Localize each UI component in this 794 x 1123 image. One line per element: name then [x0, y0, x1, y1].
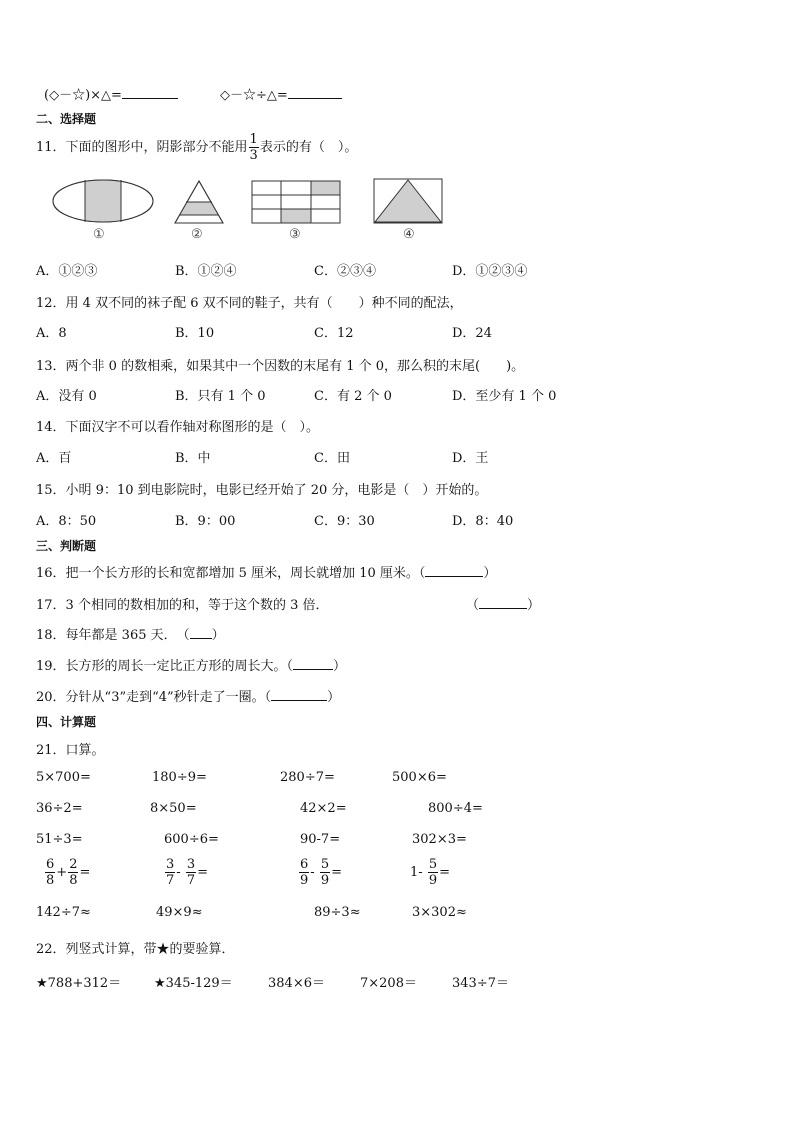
- q11-option-b[interactable]: B．①②④: [175, 264, 237, 279]
- q13-option-d[interactable]: D．至少有 1 个 0: [452, 389, 557, 404]
- answer-blank[interactable]: [293, 657, 333, 670]
- q20-text: 20．分针从“3”走到“4”秒针走了一圈。（: [36, 690, 272, 705]
- figure-label-2: ②: [191, 227, 203, 242]
- q13-option-a[interactable]: A．没有 0: [36, 389, 97, 404]
- fraction: $\frac{6}{9}$: [300, 857, 309, 888]
- question-22: 22．列竖式计算，带★的要验算．: [36, 942, 235, 957]
- q14-option-d[interactable]: D．王: [452, 451, 489, 466]
- expr-text: ◇－☆÷△=: [220, 88, 288, 103]
- q14-option-c[interactable]: C．田: [314, 451, 350, 466]
- question-14: 14．下面汉字不可以看作轴对称图形的是（ ）。: [36, 420, 320, 435]
- fraction: $\frac{3}{7}$: [186, 857, 196, 888]
- q15-option-b[interactable]: B．9：00: [175, 514, 236, 529]
- calc-fraction-item: $\frac{6}{8}$ + $\frac{2}{8}$ =: [46, 857, 91, 888]
- calc-item: 89÷3≈: [314, 905, 361, 920]
- fraction: $\frac{3}{7}$: [166, 857, 175, 888]
- answer-blank[interactable]: [479, 596, 527, 609]
- calc-item: 280÷7=: [280, 770, 335, 785]
- q14-option-b[interactable]: B．中: [175, 451, 211, 466]
- calc-item: 142÷7≈: [36, 905, 91, 920]
- top-expression-2: [220, 84, 342, 103]
- q13-option-b[interactable]: B．只有 1 个 0: [175, 389, 266, 404]
- q12-option-a[interactable]: A．8: [36, 326, 67, 341]
- vertical-calc-item: 7×208＝: [360, 976, 417, 991]
- calc-item: 3×302≈: [412, 905, 467, 920]
- q11-suffix: 表示的有（ ）。: [259, 140, 358, 155]
- answer-blank[interactable]: [271, 688, 327, 701]
- section-title-calc: 四、计算题: [36, 715, 97, 729]
- section-title-judge: 三、判断题: [36, 539, 97, 553]
- q19-text: 19．长方形的周长一定比正方形的周长大。（: [36, 659, 294, 674]
- calc-item: 600÷6=: [164, 832, 219, 847]
- calc-item: 180÷9=: [152, 770, 207, 785]
- calc-fraction-item: 1- $\frac{5}{9}$ =: [410, 857, 450, 888]
- question-18: [36, 624, 225, 643]
- q18-text: 18．每年都是 365 天． （: [36, 628, 190, 643]
- q18-close: ）: [211, 628, 225, 643]
- frac-num: 1: [249, 132, 258, 147]
- fraction: $\frac{2}{8}$: [69, 857, 78, 888]
- figure-label-4: ④: [403, 227, 415, 242]
- vertical-calc-item: ★788+312＝: [36, 976, 122, 991]
- q15-option-a[interactable]: A．8：50: [36, 514, 97, 529]
- vertical-calc-item: ★345-129＝: [154, 976, 233, 991]
- question-17: [36, 594, 328, 613]
- calc-item: 42×2=: [300, 801, 347, 816]
- question-12: 12．用 4 双不同的袜子配 6 双不同的鞋子，共有（ ）种不同的配法，: [36, 296, 463, 311]
- top-expression-1: [44, 84, 178, 103]
- q12-option-d[interactable]: D．24: [452, 326, 492, 341]
- question-11: [36, 132, 357, 163]
- q17-open: （: [466, 598, 480, 613]
- calc-item: 800÷4=: [428, 801, 483, 816]
- calc-item: 51÷3=: [36, 832, 83, 847]
- question-19: [36, 655, 346, 674]
- figure-label-1: ①: [93, 227, 105, 242]
- calc-fraction-item: $\frac{3}{7}$ - $\frac{3}{7}$ =: [166, 857, 209, 888]
- q15-option-c[interactable]: C．9：30: [314, 514, 375, 529]
- vertical-calc-item: 343÷7＝: [452, 976, 509, 991]
- fraction-one-third: [249, 132, 259, 163]
- answer-blank[interactable]: [425, 564, 483, 577]
- calc-item: 500×6=: [392, 770, 447, 785]
- fraction: $\frac{6}{8}$: [46, 857, 55, 888]
- figure-1-ellipse: [52, 178, 154, 224]
- calc-item: 90-7=: [300, 832, 341, 847]
- calc-item: 8×50=: [150, 801, 197, 816]
- answer-blank[interactable]: [122, 86, 178, 99]
- figure-label-3: ③: [289, 227, 301, 242]
- q20-close: ）: [327, 690, 341, 705]
- q16-close: ）: [483, 566, 497, 581]
- q19-close: ）: [333, 659, 347, 674]
- q15-option-d[interactable]: D．8：40: [452, 514, 514, 529]
- q12-option-b[interactable]: B．10: [175, 326, 215, 341]
- expr-text: (◇－☆)×△=: [44, 88, 122, 103]
- question-20: [36, 686, 340, 705]
- answer-blank[interactable]: [288, 86, 342, 99]
- q16-text: 16．把一个长方形的长和宽都增加 5 厘米，周长就增加 10 厘米。（: [36, 566, 426, 581]
- figure-2-triangle: [174, 180, 224, 224]
- calc-fraction-item: $\frac{6}{9}$ - $\frac{5}{9}$ =: [300, 857, 343, 888]
- calc-item: 36÷2=: [36, 801, 83, 816]
- vertical-calc-item: 384×6＝: [268, 976, 325, 991]
- q12-option-c[interactable]: C．12: [314, 326, 354, 341]
- q14-option-a[interactable]: A．百: [36, 451, 72, 466]
- q13-option-c[interactable]: C．有 2 个 0: [314, 389, 392, 404]
- calc-item: 49×9≈: [156, 905, 203, 920]
- q11-prefix: 11．下面的图形中，阴影部分不能用: [36, 140, 248, 155]
- figure-3-grid: [251, 180, 341, 224]
- frac-den: 3: [249, 148, 258, 163]
- question-16: [36, 562, 496, 581]
- q11-option-d[interactable]: D．①②③④: [452, 264, 528, 279]
- calc-item: 5×700=: [36, 770, 91, 785]
- q11-option-a[interactable]: A．①②③: [36, 264, 98, 279]
- answer-blank[interactable]: [190, 626, 212, 639]
- fraction: $\frac{5}{9}$: [428, 857, 438, 888]
- section-title-choice: 二、选择题: [36, 112, 97, 126]
- question-15: 15．小明 9：10 到电影院时，电影已经开始了 20 分，电影是（ ）开始的。: [36, 483, 488, 498]
- question-13: 13．两个非 0 的数相乘，如果其中一个因数的末尾有 1 个 0，那么积的末尾( )。: [36, 359, 525, 374]
- fraction: $\frac{5}{9}$: [320, 857, 330, 888]
- calc-item: 302×3=: [412, 832, 467, 847]
- figure-4-rect-triangle: [373, 178, 443, 224]
- question-21: 21．口算。: [36, 743, 105, 758]
- q17-answer: [466, 594, 540, 613]
- q11-option-c[interactable]: C．②③④: [314, 264, 376, 279]
- q17-text: 17．3 个相同的数相加的和，等于这个数的 3 倍．: [36, 598, 329, 613]
- q17-close: ）: [527, 598, 541, 613]
